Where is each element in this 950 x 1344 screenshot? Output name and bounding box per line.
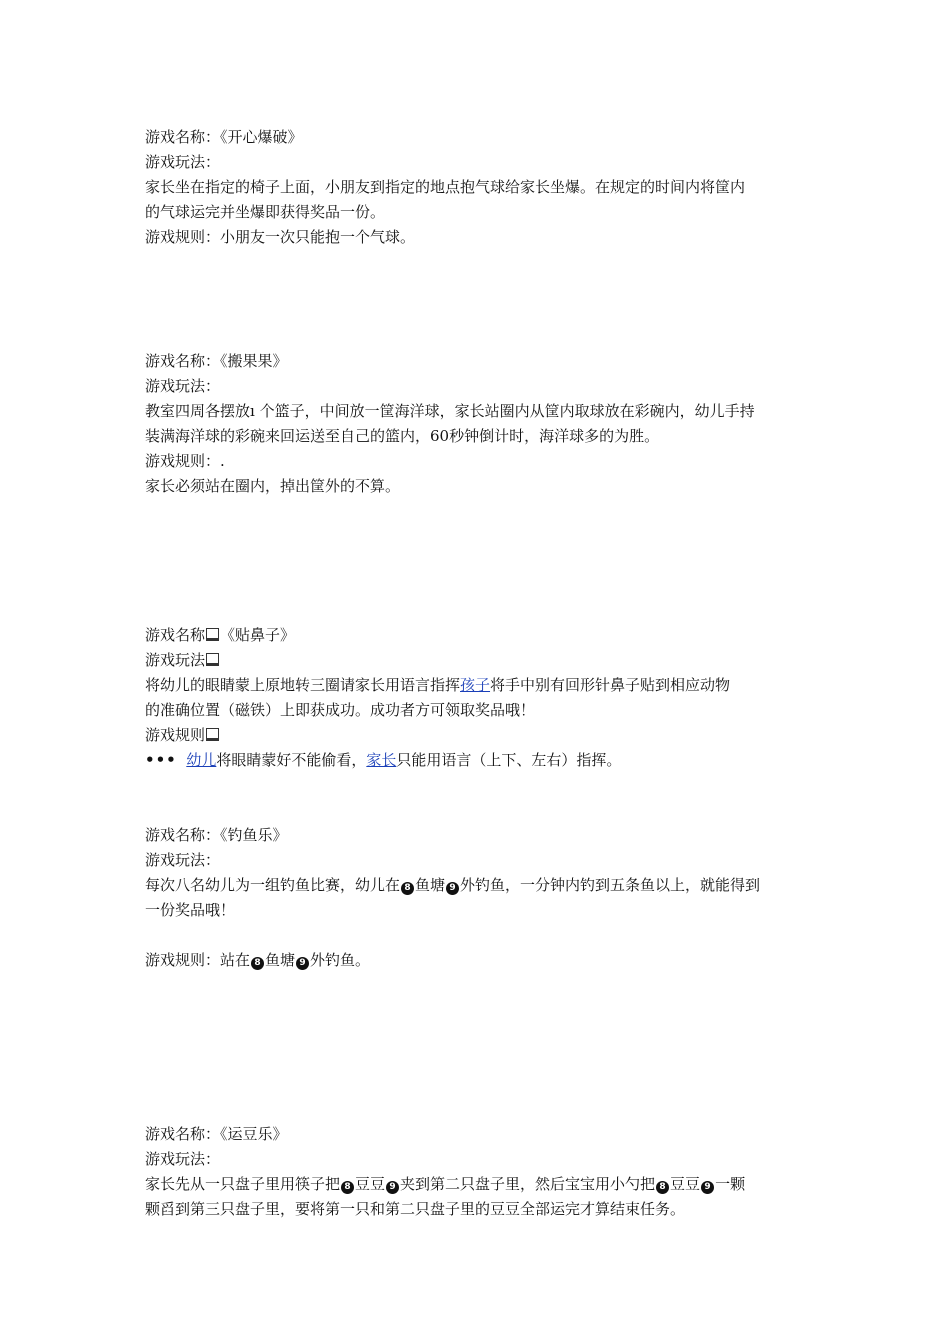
game3-name-title: 《贴鼻子》 — [220, 626, 296, 644]
game5-play-line-2: 颗舀到第三只盘子里，要将第一只和第二只盘子里的豆豆全部运完才算结束任务。 — [145, 1200, 686, 1218]
game4-play-line-2: 一份奖品哦！ — [145, 901, 236, 919]
game4-play-text-c: 外钓鱼，一分钟内钓到五条鱼以上，就能得到 — [460, 876, 761, 894]
game4-rule-line — [145, 948, 815, 972]
game3-play-text-b: 将手中别有回形针鼻子贴到相应动物 — [490, 676, 731, 694]
game4-play-label: 游戏玩法： — [145, 851, 221, 869]
game2-name: 游戏名称：《搬果果》 — [145, 352, 288, 370]
game4-rule-text-c: 外钓鱼。 — [310, 951, 371, 969]
game3-play-label-line — [145, 648, 815, 672]
game2-play-label: 游戏玩法： — [145, 377, 221, 395]
close-quote-mark-icon: 9 — [701, 1181, 714, 1194]
open-quote-mark-icon: 8 — [341, 1181, 354, 1194]
game3-rule-label: 游戏规则 — [145, 726, 206, 744]
game3-name-label: 游戏名称 — [145, 626, 206, 644]
game5-play-text-b: 豆豆 — [355, 1175, 386, 1193]
game3-play-line-2: 的准确位置（磁铁）上即获成功。成功者方可领取奖品哦！ — [145, 701, 536, 719]
game1-play-line-2: 的气球运完并坐爆即获得奖品一份。 — [145, 203, 386, 221]
game5-play-text-a: 家长先从一只盘子里用筷子把 — [145, 1175, 341, 1193]
game5-play-line-1 — [145, 1172, 815, 1196]
placeholder-box-icon — [206, 728, 219, 741]
game4-play-text-b: 鱼塘 — [415, 876, 446, 894]
game1-play-line-1: 家长坐在指定的椅子上面，小朋友到指定的地点抱气球给家长坐爆。在规定的时间内将筐内 — [145, 178, 746, 196]
game4-rule-text-a: 游戏规则：站在 — [145, 951, 251, 969]
game4-rule-text-b: 鱼塘 — [265, 951, 296, 969]
kid-link[interactable]: 幼儿 — [186, 751, 217, 769]
close-quote-mark-icon: 9 — [386, 1181, 399, 1194]
game3-rule-text-2: 只能用语言（上下、左右）指挥。 — [396, 751, 622, 769]
bullet-dots-icon: ••• — [145, 751, 177, 769]
game5-play-text-d: 豆豆 — [670, 1175, 701, 1193]
game3-play-label: 游戏玩法 — [145, 651, 206, 669]
close-quote-mark-icon: 9 — [296, 957, 309, 970]
placeholder-box-icon — [206, 653, 219, 666]
game5-name: 游戏名称：《运豆乐》 — [145, 1125, 288, 1143]
game3-play-text-a: 将幼儿的眼睛蒙上原地转三圈请家长用语言指挥 — [145, 676, 461, 694]
game5-play-text-e: 一颗 — [715, 1175, 746, 1193]
game3-rule-text-1: 将眼睛蒙好不能偷看， — [216, 751, 367, 769]
game2-play-line-2: 装满海洋球的彩碗来回运送至自己的篮内，60秒钟倒计时，海洋球多的为胜。 — [145, 427, 660, 445]
close-quote-mark-icon: 9 — [446, 882, 459, 895]
parent-link[interactable]: 家长 — [366, 751, 397, 769]
child-link[interactable]: 孩子 — [460, 676, 491, 694]
game4-play-text-a: 每次八名幼儿为一组钓鱼比赛，幼儿在 — [145, 876, 401, 894]
game1-play-label: 游戏玩法： — [145, 153, 221, 171]
open-quote-mark-icon: 8 — [656, 1181, 669, 1194]
game1-rule: 游戏规则：小朋友一次只能抱一个气球。 — [145, 228, 416, 246]
game3-play-line-1 — [145, 673, 815, 697]
game2-rule-text: 家长必须站在圈内，掉出筐外的不算。 — [145, 477, 401, 495]
game3-name — [145, 623, 815, 647]
open-quote-mark-icon: 8 — [251, 957, 264, 970]
game3-rule-label-line — [145, 723, 815, 747]
game3-rule-line — [145, 748, 815, 772]
game5-play-label: 游戏玩法： — [145, 1150, 221, 1168]
game5-play-text-c: 夹到第二只盘子里，然后宝宝用小勺把 — [400, 1175, 656, 1193]
placeholder-box-icon — [206, 628, 219, 641]
open-quote-mark-icon: 8 — [401, 882, 414, 895]
game2-play-line-1: 教室四周各摆放ı 个篮子，中间放一筐海洋球，家长站圈内从筐内取球放在彩碗内，幼儿手持 — [145, 402, 755, 420]
game2-rule-label: 游戏规则：. — [145, 452, 225, 470]
game1-name: 游戏名称：《开心爆破》 — [145, 128, 303, 146]
game4-play-line-1 — [145, 873, 815, 897]
game4-name: 游戏名称：《钓鱼乐》 — [145, 826, 288, 844]
